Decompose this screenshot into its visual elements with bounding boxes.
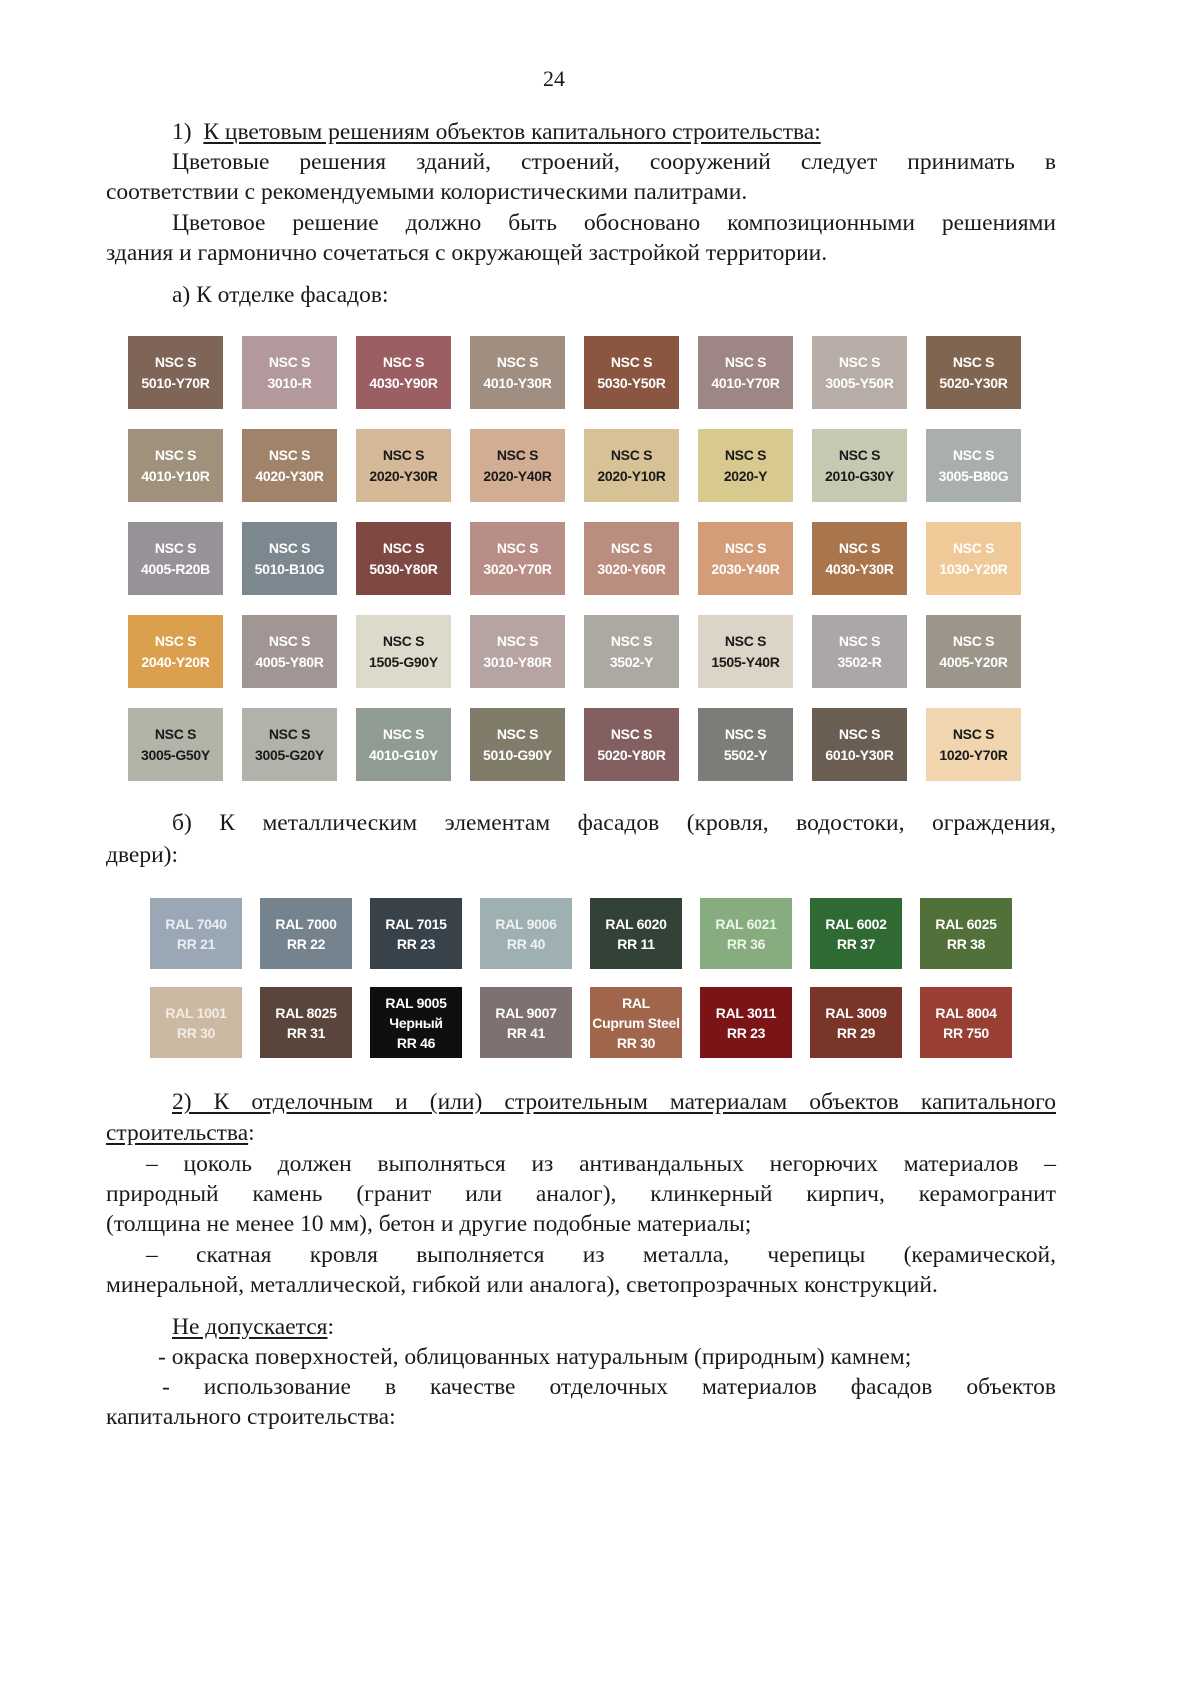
facade-swatch-label: NSC S xyxy=(952,446,995,463)
facade-swatch-label: 5010-Y70R xyxy=(141,374,210,391)
facade-swatch xyxy=(470,615,565,688)
metal-swatch-label: RAL 7000 xyxy=(275,915,337,932)
facade-swatch-label: NSC S xyxy=(952,725,995,742)
facade-swatch-label: NSC S xyxy=(724,353,767,370)
facade-swatch xyxy=(584,336,679,409)
metal-swatch xyxy=(590,987,682,1058)
facade-swatch-label: NSC S xyxy=(154,446,197,463)
facade-swatch xyxy=(128,615,223,688)
facade-swatch-label: 2020-Y40R xyxy=(483,467,552,484)
metal-swatch-label: RR 37 xyxy=(836,935,876,952)
metal-swatch-label: RAL 9006 xyxy=(495,915,557,932)
facade-swatch xyxy=(242,336,337,409)
metal-swatch-label: RAL xyxy=(622,994,650,1011)
facade-swatch-label: 4010-Y30R xyxy=(483,374,552,391)
metal-swatch-label: RAL 3009 xyxy=(825,1004,887,1021)
para2-line1: Цветовое решение должно быть обосновано композиционными решениями xyxy=(172,210,1056,236)
facade-swatch-label: NSC S xyxy=(154,632,197,649)
facade-swatch-label: 3020-Y70R xyxy=(483,560,552,577)
facade-swatch-label: NSC S xyxy=(610,539,653,556)
facade-swatch-label: 2040-Y20R xyxy=(141,653,210,670)
facade-swatch-label: NSC S xyxy=(952,353,995,370)
facade-swatch-label: NSC S xyxy=(154,353,197,370)
para1-line2: соответствии с рекомендуемыми колористическими палитрами. xyxy=(106,179,748,205)
facade-swatch-label: NSC S xyxy=(610,725,653,742)
metal-swatch-label: RAL 7015 xyxy=(385,915,447,932)
facade-swatch-label: NSC S xyxy=(496,725,539,742)
facade-swatch-label: 6010-Y30R xyxy=(825,746,894,763)
metal-swatch xyxy=(480,987,572,1058)
facade-swatch xyxy=(812,708,907,781)
facade-swatch-label: NSC S xyxy=(610,446,653,463)
metal-swatch-label: RR 29 xyxy=(836,1024,876,1041)
metal-swatch-label: RAL 6002 xyxy=(825,915,887,932)
facade-swatch-label: NSC S xyxy=(496,353,539,370)
facade-swatch-label: 5502-Y xyxy=(723,746,768,763)
metal-swatch-label: RR 40 xyxy=(506,935,546,952)
facade-swatch-label: NSC S xyxy=(382,446,425,463)
sub-a-heading: а) К отделке фасадов: xyxy=(172,282,389,308)
facade-swatch xyxy=(812,522,907,595)
metal-swatch-label: RR 41 xyxy=(506,1024,546,1041)
bullet1-line2: природный камень (гранит или аналог), клинкерный кирпич, керамогранит xyxy=(106,1181,1056,1207)
sub-b-line1: б) К металлическим элементам фасадов (кровля, водостоки, ограждения, xyxy=(172,810,1056,836)
facade-swatch-label: NSC S xyxy=(268,446,311,463)
metal-swatch xyxy=(260,987,352,1058)
facade-swatch-label: 3502-R xyxy=(837,653,882,670)
facade-swatch-label: NSC S xyxy=(382,353,425,370)
facade-swatch xyxy=(584,429,679,502)
facade-swatch-label: NSC S xyxy=(838,539,881,556)
metal-palette xyxy=(150,898,1012,1058)
metal-swatch xyxy=(590,898,682,969)
facade-swatch-label: 3010-R xyxy=(267,374,312,391)
metal-swatch-label: RAL 9005 xyxy=(385,994,447,1011)
facade-swatch-label: NSC S xyxy=(496,632,539,649)
facade-swatch-label: 4030-Y30R xyxy=(825,560,894,577)
metal-swatch xyxy=(370,898,462,969)
facade-swatch xyxy=(242,522,337,595)
metal-swatch-label: RR 31 xyxy=(286,1024,326,1041)
metal-swatch-label: RR 23 xyxy=(396,935,436,952)
facade-swatch xyxy=(926,429,1021,502)
not-allowed-colon: : xyxy=(327,1314,334,1340)
facade-swatch-label: 5030-Y50R xyxy=(597,374,666,391)
metal-swatch-label: RR 23 xyxy=(726,1024,766,1041)
facade-swatch-label: 2020-Y xyxy=(723,467,768,484)
bullet2-line2: минеральной, металлической, гибкой или аналога), светопрозрачных конструкций. xyxy=(106,1272,938,1298)
facade-swatch xyxy=(698,336,793,409)
facade-swatch xyxy=(470,336,565,409)
bullet2-line1: – скатная кровля выполняется из металла, черепицы (керамической, xyxy=(146,1242,1056,1268)
metal-swatch-label: Черный xyxy=(389,1014,443,1031)
facade-swatch-label: 5020-Y30R xyxy=(939,374,1008,391)
facade-swatch-label: 3502-Y xyxy=(609,653,654,670)
facade-swatch xyxy=(470,429,565,502)
facade-swatch-label: 1020-Y70R xyxy=(939,746,1008,763)
metal-swatch-label: RR 21 xyxy=(176,935,216,952)
para2-line2: здания и гармонично сочетаться с окружающей застройкой территории. xyxy=(106,240,828,266)
metal-swatch-label: RAL 8004 xyxy=(935,1004,997,1021)
metal-swatch xyxy=(150,987,242,1058)
metal-swatch-label: RAL 8025 xyxy=(275,1004,337,1021)
facade-swatch-label: 1505-G90Y xyxy=(369,653,438,670)
facade-swatch xyxy=(242,708,337,781)
section1-heading xyxy=(172,117,821,147)
metal-swatch xyxy=(810,987,902,1058)
facade-swatch-label: 4020-Y30R xyxy=(255,467,324,484)
metal-swatch-label: RR 46 xyxy=(396,1034,436,1051)
facade-swatch-label: NSC S xyxy=(382,539,425,556)
facade-swatch xyxy=(470,708,565,781)
facade-swatch-label: NSC S xyxy=(496,446,539,463)
facade-swatch xyxy=(128,429,223,502)
facade-swatch-label: 2020-Y30R xyxy=(369,467,438,484)
facade-swatch xyxy=(812,429,907,502)
section2-heading-line2 xyxy=(106,1118,1056,1148)
not-allowed-heading xyxy=(172,1312,334,1342)
facade-swatch-label: NSC S xyxy=(724,539,767,556)
facade-swatch xyxy=(812,336,907,409)
facade-swatch-label: NSC S xyxy=(724,725,767,742)
section1-heading-text: К цветовым решениям объектов капитального строительства: xyxy=(203,119,821,145)
metal-swatch-label: RAL 6025 xyxy=(935,915,997,932)
facade-swatch-label: NSC S xyxy=(838,446,881,463)
facade-swatch xyxy=(242,615,337,688)
facade-swatch-label: 4005-R20B xyxy=(141,560,210,577)
metal-swatch xyxy=(480,898,572,969)
sub-b-line2: двери): xyxy=(106,842,179,868)
facade-swatch xyxy=(926,708,1021,781)
metal-swatch-label: RAL 3011 xyxy=(715,1004,777,1021)
facade-swatch-label: NSC S xyxy=(382,725,425,742)
not-allowed-text: Не допускается xyxy=(172,1314,328,1340)
facade-swatch xyxy=(698,708,793,781)
facade-swatch xyxy=(356,522,451,595)
facade-swatch-label: NSC S xyxy=(610,632,653,649)
metal-swatch-label: RR 30 xyxy=(176,1024,216,1041)
facade-swatch xyxy=(356,336,451,409)
not-allowed-item2-line1: - использование в качестве отделочных материалов фасадов объектов xyxy=(162,1374,1056,1400)
facade-swatch xyxy=(128,336,223,409)
facade-swatch-label: 2010-G30Y xyxy=(825,467,894,484)
facade-palette xyxy=(128,336,1020,781)
metal-swatch-label: RAL 6020 xyxy=(605,915,667,932)
facade-swatch-label: 3005-G50Y xyxy=(141,746,210,763)
facade-swatch xyxy=(698,429,793,502)
facade-swatch xyxy=(926,615,1021,688)
metal-swatch xyxy=(260,898,352,969)
metal-swatch-label: RAL 9007 xyxy=(495,1004,557,1021)
facade-swatch xyxy=(698,522,793,595)
facade-swatch xyxy=(584,708,679,781)
facade-swatch-label: 5010-B10G xyxy=(254,560,325,577)
facade-swatch-label: NSC S xyxy=(154,725,197,742)
facade-swatch-label: 3005-Y50R xyxy=(825,374,894,391)
facade-swatch-label: NSC S xyxy=(724,632,767,649)
facade-swatch-label: 4030-Y90R xyxy=(369,374,438,391)
facade-swatch xyxy=(128,708,223,781)
facade-swatch-label: 5030-Y80R xyxy=(369,560,438,577)
facade-swatch xyxy=(698,615,793,688)
facade-swatch-label: NSC S xyxy=(838,353,881,370)
para1-line1: Цветовые решения зданий, строений, сооружений следует принимать в xyxy=(172,149,1056,175)
metal-swatch-label: RR 750 xyxy=(943,1024,989,1041)
facade-swatch-label: NSC S xyxy=(838,632,881,649)
metal-swatch-label: RAL 6021 xyxy=(715,915,777,932)
facade-swatch-label: NSC S xyxy=(610,353,653,370)
section2-heading-line2-text: строительства xyxy=(106,1120,249,1146)
facade-swatch-label: 1505-Y40R xyxy=(711,653,780,670)
facade-swatch-label: NSC S xyxy=(724,446,767,463)
facade-swatch-label: NSC S xyxy=(952,632,995,649)
facade-swatch xyxy=(242,429,337,502)
facade-swatch-label: 5010-G90Y xyxy=(483,746,552,763)
facade-swatch-label: 2030-Y40R xyxy=(711,560,780,577)
facade-swatch-label: 5020-Y80R xyxy=(597,746,666,763)
metal-swatch xyxy=(370,987,462,1058)
facade-swatch-label: NSC S xyxy=(496,539,539,556)
metal-swatch xyxy=(920,987,1012,1058)
facade-swatch-label: 4005-Y80R xyxy=(255,653,324,670)
facade-swatch xyxy=(926,336,1021,409)
facade-swatch-label: 4010-Y70R xyxy=(711,374,780,391)
facade-swatch-label: NSC S xyxy=(268,353,311,370)
facade-swatch-label: 4005-Y20R xyxy=(939,653,1008,670)
metal-swatch xyxy=(700,898,792,969)
facade-swatch-label: NSC S xyxy=(952,539,995,556)
facade-swatch-label: 1030-Y20R xyxy=(939,560,1008,577)
metal-swatch-label: RAL 1001 xyxy=(165,1004,227,1021)
facade-swatch-label: NSC S xyxy=(268,539,311,556)
facade-swatch-label: 4010-Y10R xyxy=(141,467,210,484)
facade-swatch-label: NSC S xyxy=(838,725,881,742)
metal-swatch-label: RR 30 xyxy=(616,1034,656,1051)
facade-swatch xyxy=(356,429,451,502)
facade-swatch-label: NSC S xyxy=(268,725,311,742)
facade-swatch xyxy=(356,615,451,688)
facade-swatch xyxy=(926,522,1021,595)
facade-swatch-label: 2020-Y10R xyxy=(597,467,666,484)
metal-swatch xyxy=(150,898,242,969)
metal-swatch-label: Cuprum Steel xyxy=(592,1014,680,1031)
bullet1-line3: (толщина не менее 10 мм), бетон и другие подобные материалы; xyxy=(106,1211,752,1237)
metal-swatch xyxy=(700,987,792,1058)
section2-heading-colon: : xyxy=(248,1120,255,1146)
facade-swatch-label: 3020-Y60R xyxy=(597,560,666,577)
facade-swatch xyxy=(128,522,223,595)
facade-swatch xyxy=(584,615,679,688)
metal-swatch-label: RR 36 xyxy=(726,935,766,952)
metal-swatch-label: RR 22 xyxy=(286,935,326,952)
facade-swatch-label: 3005-B80G xyxy=(938,467,1009,484)
facade-swatch-label: NSC S xyxy=(268,632,311,649)
metal-swatch-label: RR 38 xyxy=(946,935,986,952)
facade-swatch-label: NSC S xyxy=(382,632,425,649)
facade-swatch xyxy=(812,615,907,688)
not-allowed-item2-line2: капитального строительства: xyxy=(106,1404,396,1430)
facade-swatch xyxy=(470,522,565,595)
facade-swatch-label: NSC S xyxy=(154,539,197,556)
metal-swatch-label: RAL 7040 xyxy=(165,915,227,932)
facade-swatch-label: 3010-Y80R xyxy=(483,653,552,670)
metal-swatch-label: RR 11 xyxy=(617,935,655,952)
facade-swatch-label: 4010-G10Y xyxy=(369,746,438,763)
section1-heading-num: 1) xyxy=(172,119,192,145)
not-allowed-item1: - окраска поверхностей, облицованных натуральным (природным) камнем; xyxy=(158,1344,912,1370)
bullet1-line1: – цоколь должен выполняться из антивандальных негорючих материалов – xyxy=(146,1151,1056,1177)
metal-swatch xyxy=(810,898,902,969)
facade-swatch xyxy=(356,708,451,781)
metal-swatch xyxy=(920,898,1012,969)
section2-heading-line1: 2) К отделочным и (или) строительным материалам объектов капитального xyxy=(172,1089,1056,1115)
facade-swatch-label: 3005-G20Y xyxy=(255,746,324,763)
facade-swatch xyxy=(584,522,679,595)
page-number: 24 xyxy=(543,66,565,91)
